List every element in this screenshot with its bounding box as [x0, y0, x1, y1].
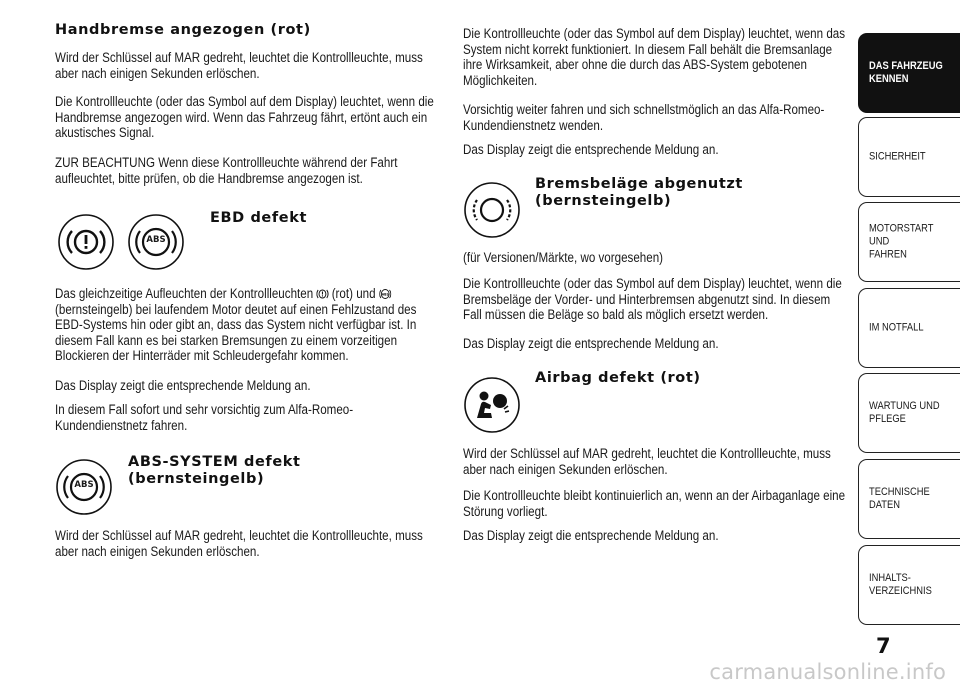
- paragraph: Die Kontrollleuchte (oder das Symbol auf dem Display) leuchtet, wenn die Bremsbeläge der Vorder- und Hinterbremsen abgenutzt sind. In diesem Fall müssen die Beläge so bald als möglich ersetzt werden.: [463, 276, 842, 322]
- brake-warning-inline-icon: [316, 288, 328, 300]
- tab-im-notfall[interactable]: [858, 288, 960, 368]
- page-number: 7: [876, 634, 891, 658]
- paragraph: Die Kontrollleuchte (oder das Symbol auf dem Display) leuchtet, wenn die Handbremse angezogen wird. Wenn das Fahrzeug fährt, ertönt auch ein akustisches Signal.: [55, 94, 434, 140]
- watermark: carmanualsonline.info: [709, 660, 946, 684]
- paragraph: Wird der Schlüssel auf MAR gedreht, leuchtet die Kontrollleuchte, muss aber nach einigen Sekunden erlöschen.: [463, 446, 831, 477]
- tab-label: IM NOTFALL: [869, 321, 924, 334]
- section-heading-airbag: Airbag defekt (rot): [535, 370, 701, 386]
- text-segment: (bernsteingelb) bei laufendem Motor deutet auf einen Fehlzustand des EBD-Systems hin oder gibt an, dass das System nicht verfügbar ist. In diesem Fall kann es bei starken Bremsungen zu einem vorzeitigen Blockieren der Hinterräder mit Schleudergefahr kommen.: [55, 301, 417, 363]
- tab-label: MOTORSTART UND: [869, 222, 934, 248]
- paragraph: ZUR BEACHTUNG Wenn diese Kontrollleuchte während der Fahrt aufleuchtet, bitte prüfen, ob die Handbremse angezogen ist.: [55, 155, 398, 186]
- paragraph: Wird der Schlüssel auf MAR gedreht, leuchtet die Kontrollleuchte, muss aber nach einigen Sekunden erlöschen.: [55, 50, 423, 81]
- tab-wartung-und-pflege[interactable]: [858, 373, 960, 453]
- abs-icon: [55, 458, 113, 521]
- tab-label: WARTUNG UND: [869, 400, 940, 412]
- paragraph: Das Display zeigt die entsprechende Meldung an.: [463, 528, 719, 543]
- heading-line: (bernsteingelb): [128, 471, 265, 487]
- tab-technische-daten[interactable]: [858, 459, 960, 539]
- airbag-icon: [463, 376, 521, 434]
- heading-line: (bernsteingelb): [535, 193, 672, 209]
- tab-label: DAS FAHRZEUG: [869, 60, 943, 72]
- tab-das-fahrzeug-kennen[interactable]: [858, 33, 960, 113]
- tab-inhaltsverzeichnis[interactable]: [858, 545, 960, 625]
- text-segment: Das gleichzeitige Aufleuchten der Kontrollleuchten: [55, 286, 314, 301]
- paragraph: Wird der Schlüssel auf MAR gedreht, leuchtet die Kontrollleuchte, muss aber nach einigen Sekunden erlöschen.: [55, 528, 423, 559]
- abs-icon-label: ABS: [74, 480, 94, 490]
- paragraph: Vorsichtig weiter fahren und sich schnellstmöglich an das Alfa-Romeo-Kundendienstnetz wenden.: [463, 102, 825, 133]
- paragraph: Das Display zeigt die entsprechende Meldung an.: [463, 142, 719, 157]
- tab-label: SICHERHEIT: [869, 150, 926, 163]
- paragraph-ebd-details: [55, 286, 439, 364]
- tab-label: FAHREN: [869, 248, 907, 261]
- tab-motorstart-und-fahren[interactable]: [858, 202, 960, 282]
- tab-label: VERZEICHNIS: [869, 585, 932, 597]
- paragraph: In diesem Fall sofort und sehr vorsichtig zum Alfa-Romeo-Kundendienstnetz fahren.: [55, 402, 354, 433]
- tab-label: TECHNISCHE DATEN: [869, 486, 930, 511]
- paragraph: Die Kontrollleuchte bleibt kontinuierlich an, wenn an der Airbaganlage eine Störung vorliegt.: [463, 488, 846, 519]
- brake-pad-wear-icon: [463, 181, 521, 239]
- abs-icon-label: ABS: [146, 235, 166, 245]
- tab-sicherheit[interactable]: [858, 117, 960, 197]
- tab-label: PFLEGE: [869, 413, 906, 425]
- abs-inline-icon: [379, 288, 391, 300]
- paragraph: Das Display zeigt die entsprechende Meldung an.: [463, 336, 719, 351]
- tab-label: INHALTS-: [869, 572, 911, 584]
- section-heading-ebd: EBD defekt: [210, 210, 307, 226]
- brake-warning-icon: [57, 213, 115, 271]
- tab-label: KENNEN: [869, 73, 909, 85]
- paragraph: (für Versionen/Märkte, wo vorgesehen): [463, 250, 664, 265]
- heading-line: Bremsbeläge abgenutzt: [535, 176, 743, 192]
- section-heading-handbremse: Handbremse angezogen (rot): [55, 22, 311, 38]
- text-segment: (rot) und: [331, 286, 376, 301]
- paragraph: Die Kontrollleuchte (oder das Symbol auf dem Display) leuchtet, wenn das System nicht korrekt funktioniert. In diesem Fall behält die Bremsanlage ihre Wirksamkeit, aber ohne die durch das ABS-System gebotenen Möglichkeiten.: [463, 26, 846, 88]
- section-heading-abs: [128, 454, 301, 488]
- svg-text:ABS: ABS: [381, 292, 389, 297]
- section-heading-bremsbelaege: [535, 176, 743, 210]
- abs-icon: [127, 213, 185, 276]
- paragraph: Das Display zeigt die entsprechende Meldung an.: [55, 378, 311, 393]
- heading-line: ABS-SYSTEM defekt: [128, 454, 301, 470]
